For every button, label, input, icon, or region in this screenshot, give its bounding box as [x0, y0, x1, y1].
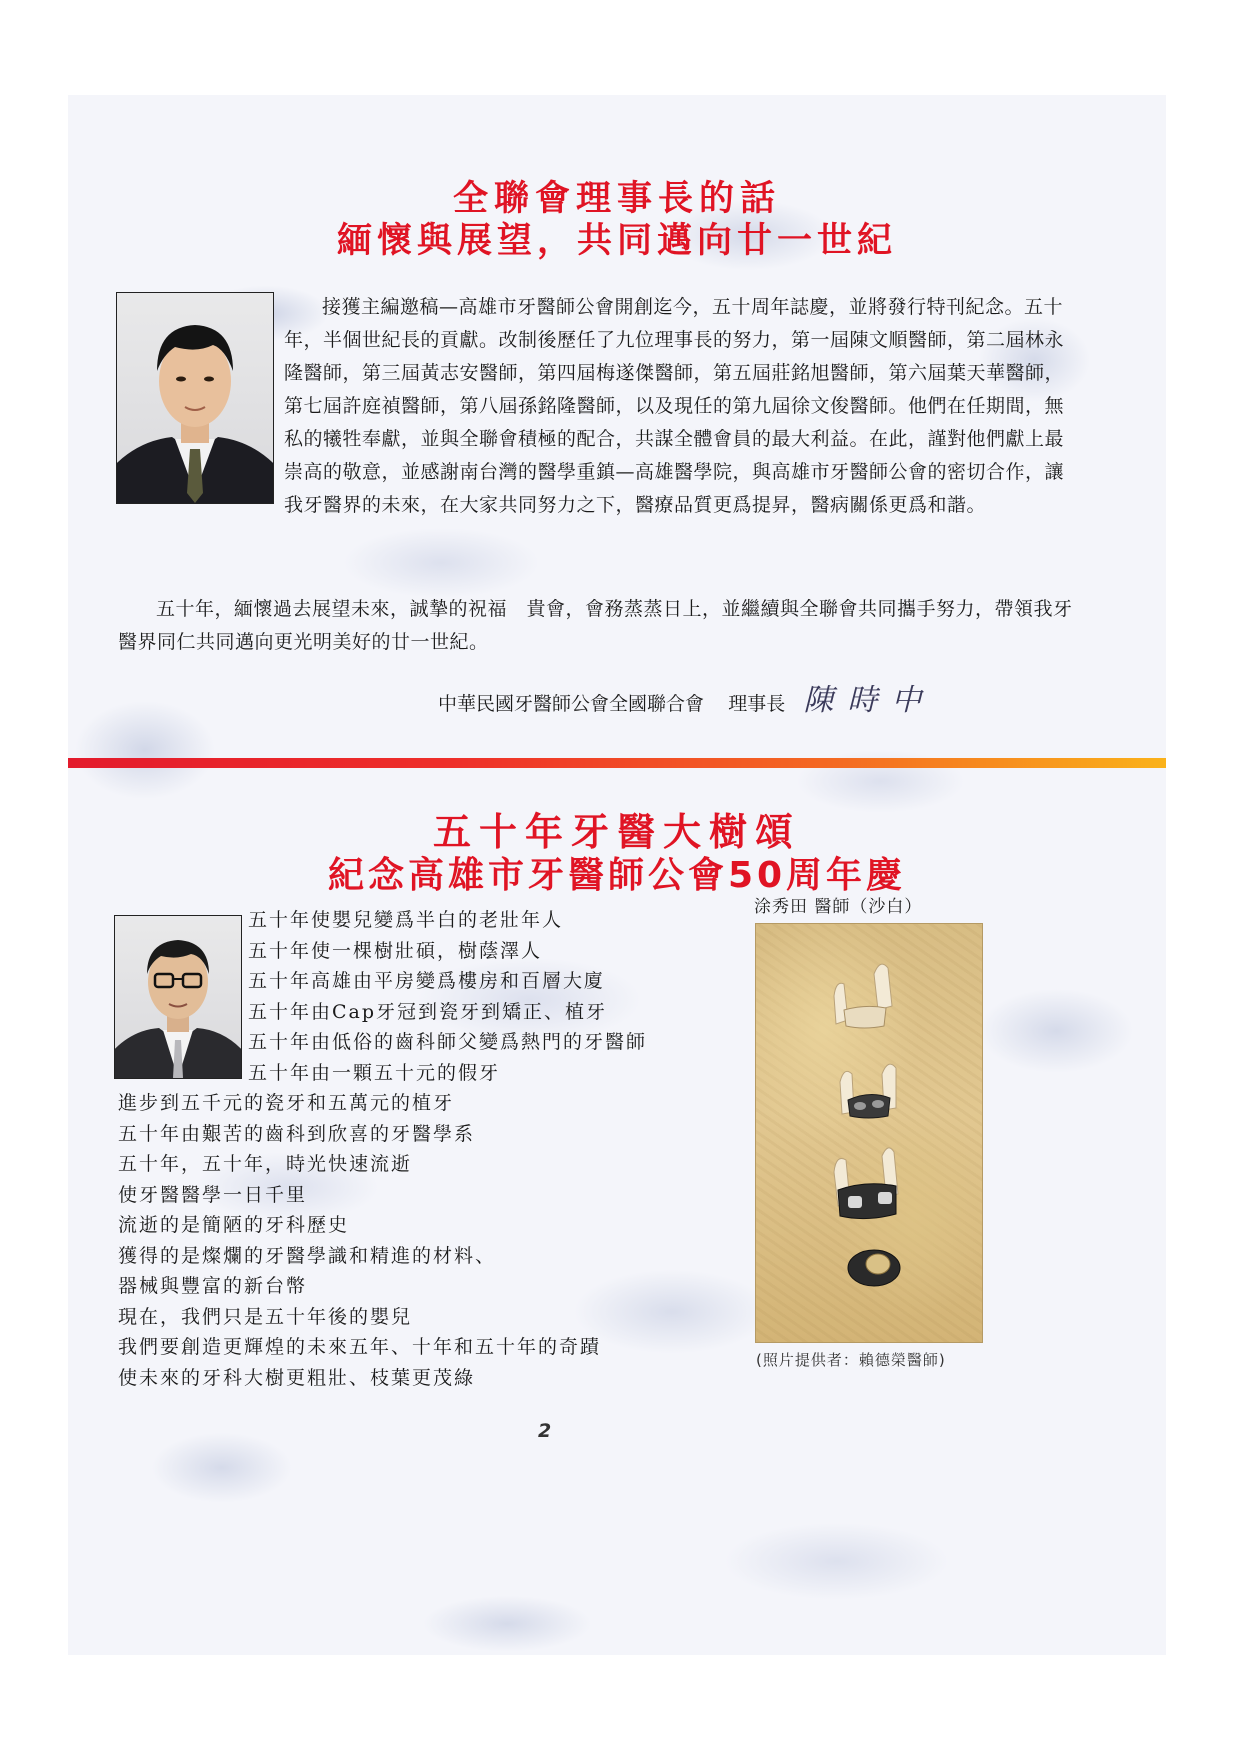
- section1-paragraph1-top: [284, 291, 1074, 522]
- signature-org: 中華民國牙醫師公會全國聯合會: [438, 693, 705, 715]
- section1-paragraph2: 五十年，緬懷過去展望未來，誠摯的祝福 貴會，會務蒸蒸日上，並繼續與全聯會共同攜手努力，帶領我牙醫界同仁共同邁向更光明美好的廿一世紀。: [118, 598, 1073, 653]
- portrait-photo-2: [114, 915, 242, 1079]
- poem-bottom: [118, 1088, 601, 1393]
- poem-line: 獲得的是燦爛的牙醫學識和精進的材料、: [118, 1244, 497, 1267]
- poem-line: 五十年由低俗的齒科師父變爲熱門的牙醫師: [248, 1031, 648, 1053]
- poem-line: 五十年由一顆五十元的假牙: [248, 1061, 501, 1084]
- poem-line: 五十年使嬰兒變爲半白的老壯年人: [248, 909, 564, 931]
- poem-line: 我們要創造更輝煌的未來五年、十年和五十年的奇蹟: [118, 1336, 602, 1358]
- section2-title-line2: 紀念高雄市牙醫師公會50周年慶: [327, 855, 907, 896]
- page: [68, 95, 1166, 1655]
- dental-prosthesis-photo: [755, 923, 983, 1343]
- poem-line: 器械與豐富的新台幣: [118, 1275, 308, 1297]
- page-number: 2: [538, 1420, 552, 1442]
- poem-top: [248, 905, 647, 1088]
- section2-title-line1: 五十年牙醫大樹頌: [432, 810, 801, 854]
- poem-line: 五十年高雄由平房變爲樓房和百層大廈: [248, 970, 606, 992]
- poem-line: 五十年使一棵樹壯碩，樹蔭澤人: [248, 939, 543, 962]
- section1-paragraph1: 接獲主編邀稿—高雄市牙醫師公會開創迄今，五十周年誌慶，並將發行特刊紀念。五十年，半個世紀長的貢獻。改制後歷任了九位理事長的努力，第一屆陳文順醫師，第二屆林永隆醫師，第三屆黃志安醫師，第四屆梅遂傑醫師，第五屆莊銘旭醫師，第六屆葉天華醫師，第七屆許庭禎醫師，第八屆孫銘隆醫師，以及現任的第九屆徐文俊醫師。他們在任期間，無私的犧牲奉獻，並與全聯會積極的配合，共謀全體會員的最大利益。在此，謹對他們獻上最崇高的敬意，並感謝南台灣的醫學重鎮—高雄醫學院，與高雄市牙醫師公會的密切合作，讓我牙醫界的未來，在大家共同努力之下，醫療品質更爲提昇，醫病關係更爲和諧。: [284, 296, 1065, 516]
- section-divider: [68, 758, 1166, 768]
- poem-line: 五十年由Cap牙冠到瓷牙到矯正、植牙: [248, 1000, 608, 1023]
- poem-line: 使未來的牙科大樹更粗壯、枝葉更茂綠: [118, 1366, 476, 1389]
- poem-line: 流逝的是簡陋的牙科歷史: [118, 1214, 350, 1236]
- signature-role: 理事長: [728, 693, 786, 715]
- poem-line: 進步到五千元的瓷牙和五萬元的植牙: [118, 1092, 455, 1114]
- section1-title-line1: 全聯會理事長的話: [452, 179, 781, 219]
- photo-caption: (照片提供者：賴德榮醫師): [756, 1351, 946, 1369]
- poem-author: 涂秀田 醫師（沙白）: [754, 897, 923, 917]
- signature-name: 陳時中: [803, 683, 936, 718]
- signature-line: [438, 675, 935, 719]
- poem-line: 使牙醫醫學一日千里: [118, 1183, 308, 1206]
- poem-line: 現在，我們只是五十年後的嬰兒: [118, 1305, 413, 1328]
- poem-line: 五十年，五十年，時光快速流逝: [118, 1153, 413, 1175]
- section1-title-line2: 緬懷與展望，共同邁向廿一世紀: [336, 221, 897, 261]
- poem-line: 五十年由艱苦的齒科到欣喜的牙醫學系: [118, 1122, 476, 1145]
- portrait-photo-1: [116, 292, 274, 504]
